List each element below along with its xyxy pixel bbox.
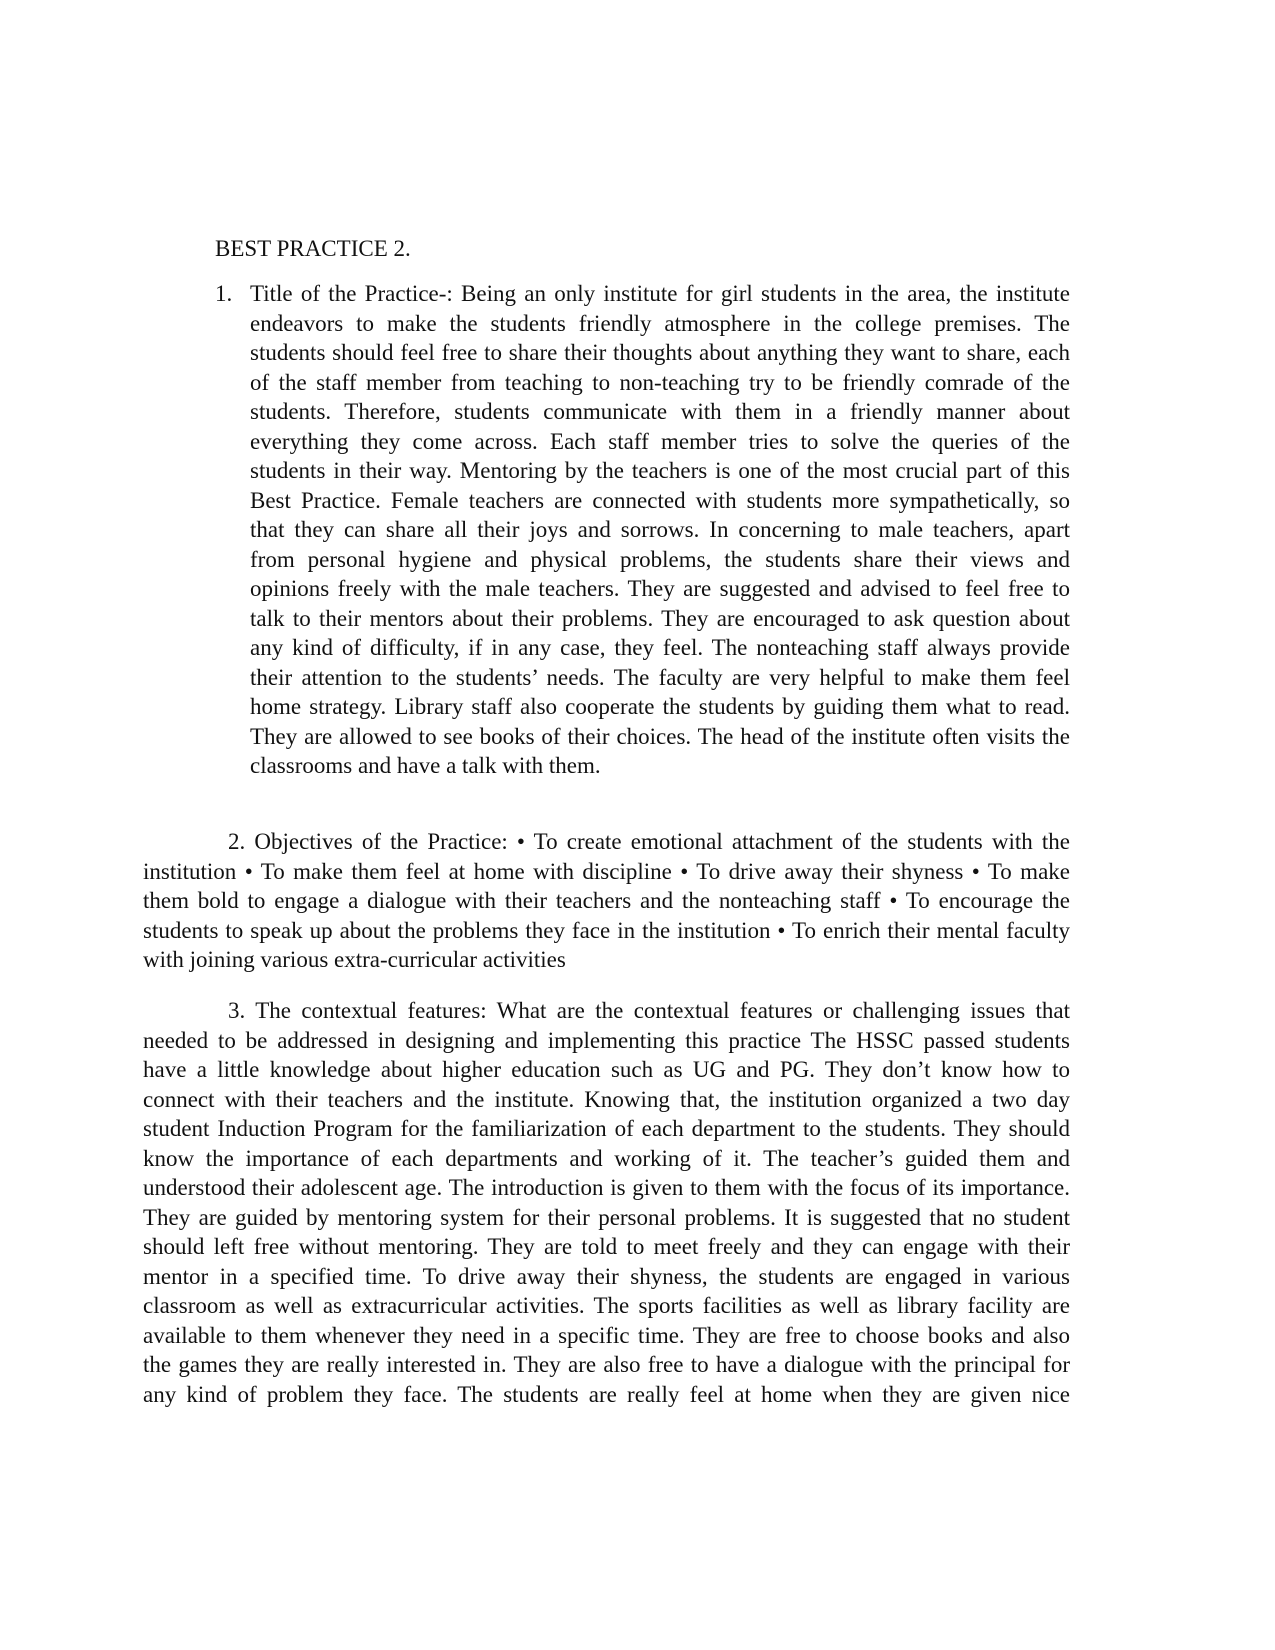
- paragraph-line: students should feel free to share their thoughts about anything they want to share, each: [250, 340, 1070, 365]
- paragraph-line: They are guided by mentoring system for their personal problems. It is suggested that no student: [143, 1204, 1070, 1230]
- paragraph-line: Best Practice. Female teachers are connected with students more sympathetically, so: [250, 487, 1070, 513]
- paragraph-line: everything they come across. Each staff member tries to solve the queries of the: [250, 428, 1070, 454]
- paragraph-line: home strategy. Library staff also cooperate the students by guiding them what to read.: [250, 694, 1070, 719]
- paragraph-line: students. Therefore, students communicate with them in a friendly manner about: [250, 399, 1070, 424]
- document-heading: BEST PRACTICE 2.: [215, 236, 411, 261]
- paragraph-line: students in their way. Mentoring by the teachers is one of the most crucial part of this: [250, 458, 1070, 483]
- paragraph-line: classroom as well as extracurricular activities. The sports facilities as well as library facility are: [143, 1293, 1070, 1318]
- paragraph-line: from personal hygiene and physical problems, the students share their views and: [250, 546, 1070, 572]
- paragraph-line: 3. The contextual features: What are the contextual features or challenging issues that: [228, 998, 1070, 1023]
- paragraph-line: classrooms and have a talk with them.: [250, 753, 601, 778]
- paragraph-line: student Induction Program for the familiarization of each department to the students. They should: [143, 1116, 1070, 1141]
- paragraph-line: opinions freely with the male teachers. They are suggested and advised to feel free to: [250, 576, 1070, 601]
- paragraph-line: institution • To make them feel at home with discipline • To drive away their shyness • To make: [143, 858, 1070, 884]
- paragraph-line: any kind of problem they face. The students are really feel at home when they are given nice: [143, 1381, 1070, 1407]
- paragraph-line: should left free without mentoring. They are told to meet freely and they can engage with their: [143, 1234, 1070, 1259]
- paragraph-line: mentor in a specified time. To drive away their shyness, the students are engaged in various: [143, 1263, 1070, 1289]
- paragraph-line: Title of the Practice-: Being an only institute for girl students in the area, the institute: [250, 281, 1070, 306]
- paragraph-line: 2. Objectives of the Practice: • To create emotional attachment of the students with the: [228, 829, 1070, 854]
- paragraph-line: talk to their mentors about their problems. They are encouraged to ask question about: [250, 605, 1070, 631]
- paragraph-line: They are allowed to see books of their choices. The head of the institute often visits the: [250, 723, 1070, 749]
- section-title-of-practice: [250, 279, 1070, 781]
- paragraph-line: the games they are really interested in. They are also free to have a dialogue with the principal for: [143, 1352, 1070, 1377]
- paragraph-line: with joining various extra-curricular activities: [143, 947, 566, 972]
- paragraph-line: needed to be addressed in designing and implementing this practice The HSSC passed students: [143, 1027, 1070, 1053]
- paragraph-line: available to them whenever they need in a specific time. They are free to choose books and also: [143, 1322, 1070, 1348]
- paragraph-line: connect with their teachers and the institute. Knowing that, the institution organized a two day: [143, 1086, 1070, 1112]
- paragraph-line: understood their adolescent age. The introduction is given to them with the focus of its importance.: [143, 1175, 1070, 1200]
- section-contextual-features: [143, 996, 1070, 1409]
- section-objectives: [143, 827, 1070, 975]
- paragraph-line: have a little knowledge about higher education such as UG and PG. They don’t know how to: [143, 1057, 1070, 1082]
- list-marker-1: 1.: [215, 281, 233, 306]
- paragraph-line: their attention to the students’ needs. The faculty are very helpful to make them feel: [250, 664, 1070, 690]
- paragraph-line: students to speak up about the problems they face in the institution • To enrich their mental faculty: [143, 917, 1070, 943]
- paragraph-line: endeavors to make the students friendly atmosphere in the college premises. The: [250, 310, 1070, 336]
- paragraph-line: that they can share all their joys and sorrows. In concerning to male teachers, apart: [250, 517, 1070, 542]
- paragraph-line: know the importance of each departments and working of it. The teacher’s guided them and: [143, 1145, 1070, 1171]
- paragraph-line: any kind of difficulty, if in any case, they feel. The nonteaching staff always provide: [250, 635, 1070, 660]
- paragraph-line: of the staff member from teaching to non-teaching try to be friendly comrade of the: [250, 369, 1070, 395]
- paragraph-line: them bold to engage a dialogue with their teachers and the nonteaching staff • To encourage the: [143, 888, 1070, 913]
